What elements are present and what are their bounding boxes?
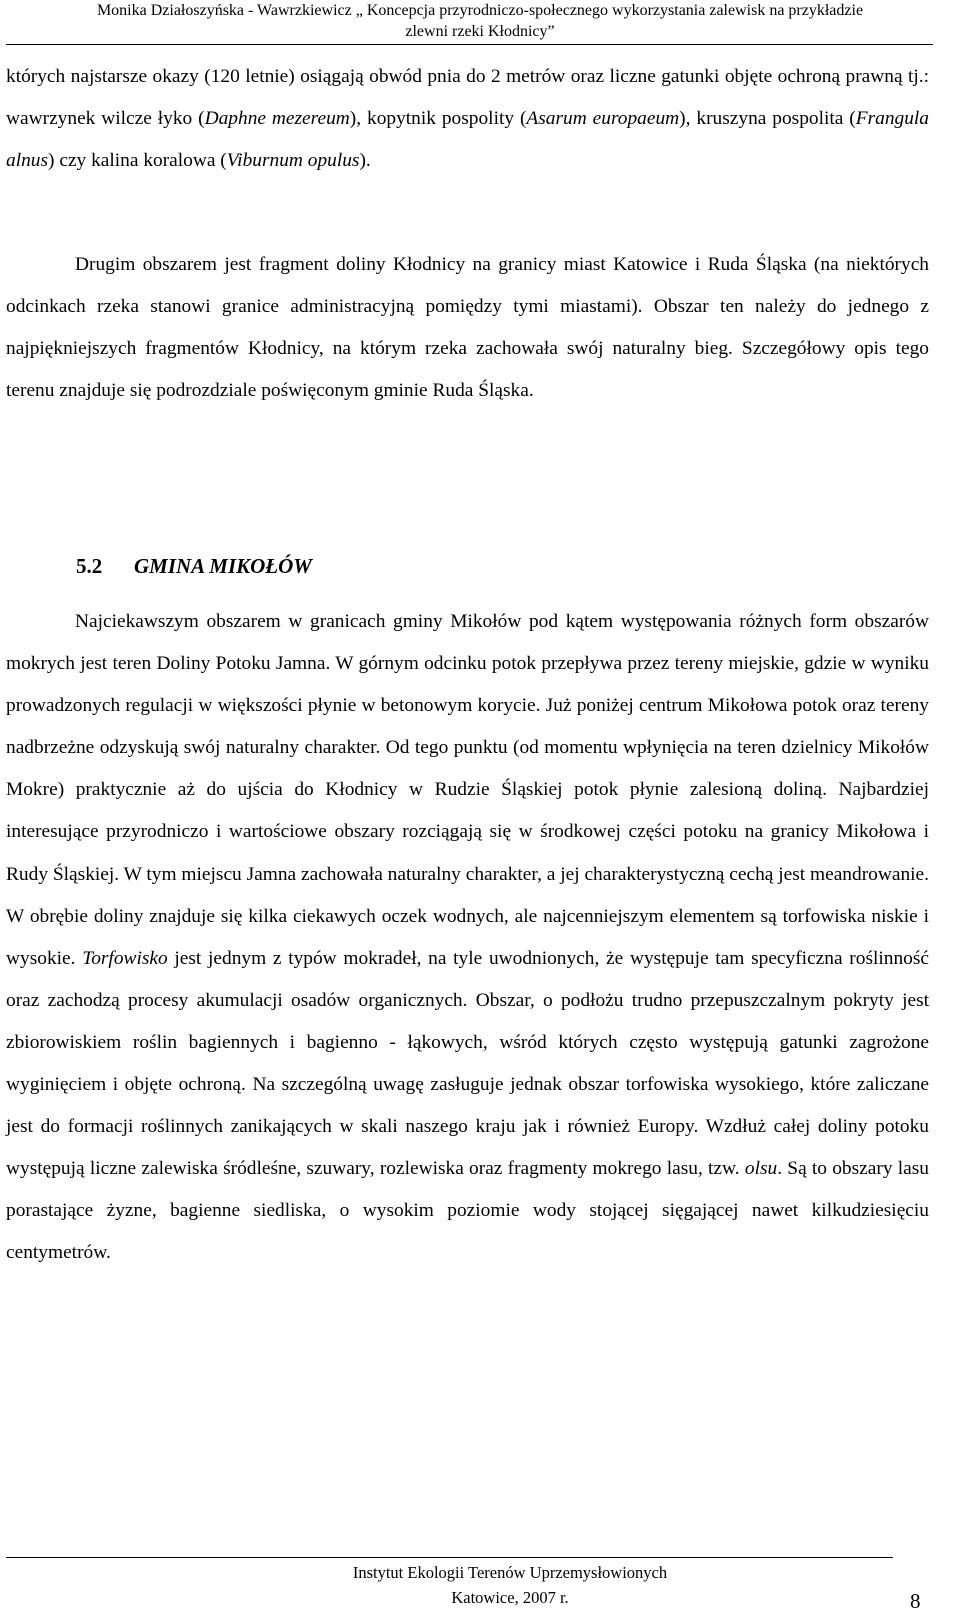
footer-divider: [6, 1557, 893, 1558]
paragraph-jamna-valley: [6, 601, 929, 1275]
p3-term-olsu: olsu: [744, 1158, 778, 1180]
header-divider: [6, 44, 933, 45]
p3-text-2: jest jednym z typów mokradeł, na tyle uwodnionych, że występuje tam specyficzna roślinność oraz zachodzą procesy akumulacji osadów organicznych. Obszar, o podłożu trudno przepuszczalnym pokryty jest zbiorowiskiem roślin bagiennych i bagienno - łąkowych, wśród których często występują gatunki zagrożone wyginięciem i objęte ochroną. Na szczególną uwagę zasługuje jednak obszar torfowiska wysokiego, które zaliczane jest do formacji roślinnych zanikających w skali naszego kraju jak i również Europy. Wzdłuż całej doliny potoku występują liczne zalewiska śródleśne, szuwary, rozlewiska oraz fragmenty mokrego lasu, tzw.: [6, 947, 930, 1180]
paragraph-klodnica-valley: Drugim obszarem jest fragment doliny Kłodnicy na granicy miast Katowice i Ruda Śląska (na niektórych odcinkach rzeka stanowi granice administracyjną pomiędzy tymi miastami). Obszar ten należy do jednego z najpiękniejszych fragmentów Kłodnicy, na którym rzeka zachowała swój naturalny bieg. Szczegółowy opis tego terenu znajduje się podrozdziale poświęconym gminie Ruda Śląska.: [6, 254, 929, 402]
p1-latin-4: Viburnum opulus: [226, 150, 360, 172]
p1-latin-3: Frangula alnus: [6, 108, 929, 172]
footer-institute: Instytut Ekologii Terenów Uprzemysłowionych: [352, 1563, 668, 1582]
p1-text-1: których najstarsze okazy (120 letnie) osiągają obwód pnia do 2 metrów oraz liczne gatunki objęte ochroną prawną tj.: wawrzynek wilcze łyko (: [6, 66, 929, 130]
section-heading: [76, 552, 312, 580]
p1-latin-2: Asarum europaeum: [526, 108, 680, 130]
p1-text-5: ).: [359, 150, 371, 172]
header-line-2: zlewni rzeki Kłodnicy”: [405, 23, 555, 40]
header-line-1: Monika Działoszyńska - Wawrzkiewicz „ Koncepcja przyrodniczo-społecznego wykorzystania zalewisk na przykładzie: [96, 2, 864, 19]
p3-text-3: . Są to obszary lasu porastające żyzne, bagienne siedliska, o wysokim poziomie wody stojącej sięgającej nawet kilkudziesięciu centymetrów.: [6, 1158, 930, 1264]
p1-latin-1: Daphne mezereum: [204, 108, 350, 130]
page-header: [0, 0, 960, 40]
footer-place-date: Katowice, 2007 r.: [451, 1588, 569, 1607]
p3-term-torfowisko: Torfowisko: [82, 947, 168, 969]
page-number: 8: [910, 1589, 921, 1613]
p1-text-3: ), kruszyna pospolita (: [679, 108, 856, 130]
paragraph-species: [6, 56, 929, 182]
section-number: 5.2: [76, 554, 103, 578]
p1-text-4: ) czy kalina koralowa (: [48, 150, 227, 172]
p3-text-1: Najciekawszym obszarem w granicach gminy Mikołów pod kątem występowania różnych form obszarów mokrych jest teren Doliny Potoku Jamna. W górnym odcinku potok przepływa przez tereny miejskie, gdzie w wyniku prowadzonych regulacji w większości płynie w betonowym korycie. Już poniżej centrum Mikołowa potok oraz tereny nadbrzeżne odzyskują swój naturalny charakter. Od tego punktu (od momentu wpłynięcia na teren dzielnicy Mikołów Mokre) praktycznie aż do ujścia do Kłodnicy w Rudzie Śląskiej potok płynie zalesioną doliną. Najbardziej interesujące przyrodniczo i wartościowe obszary rozciągają się w środkowej części potoku na granicy Mikołowa i Rudy Śląskiej. W tym miejscu Jamna zachowała naturalny charakter, a jej charakterystyczną cechą jest meandrowanie. W obrębie doliny znajduje się kilka ciekawych oczek wodnych, ale najcenniejszym elementem są torfowiska niskie i wysokie.: [6, 611, 929, 969]
p1-text-2: ), kopytnik pospolity (: [349, 108, 527, 130]
section-title: GMINA MIKOŁÓW: [134, 554, 312, 578]
